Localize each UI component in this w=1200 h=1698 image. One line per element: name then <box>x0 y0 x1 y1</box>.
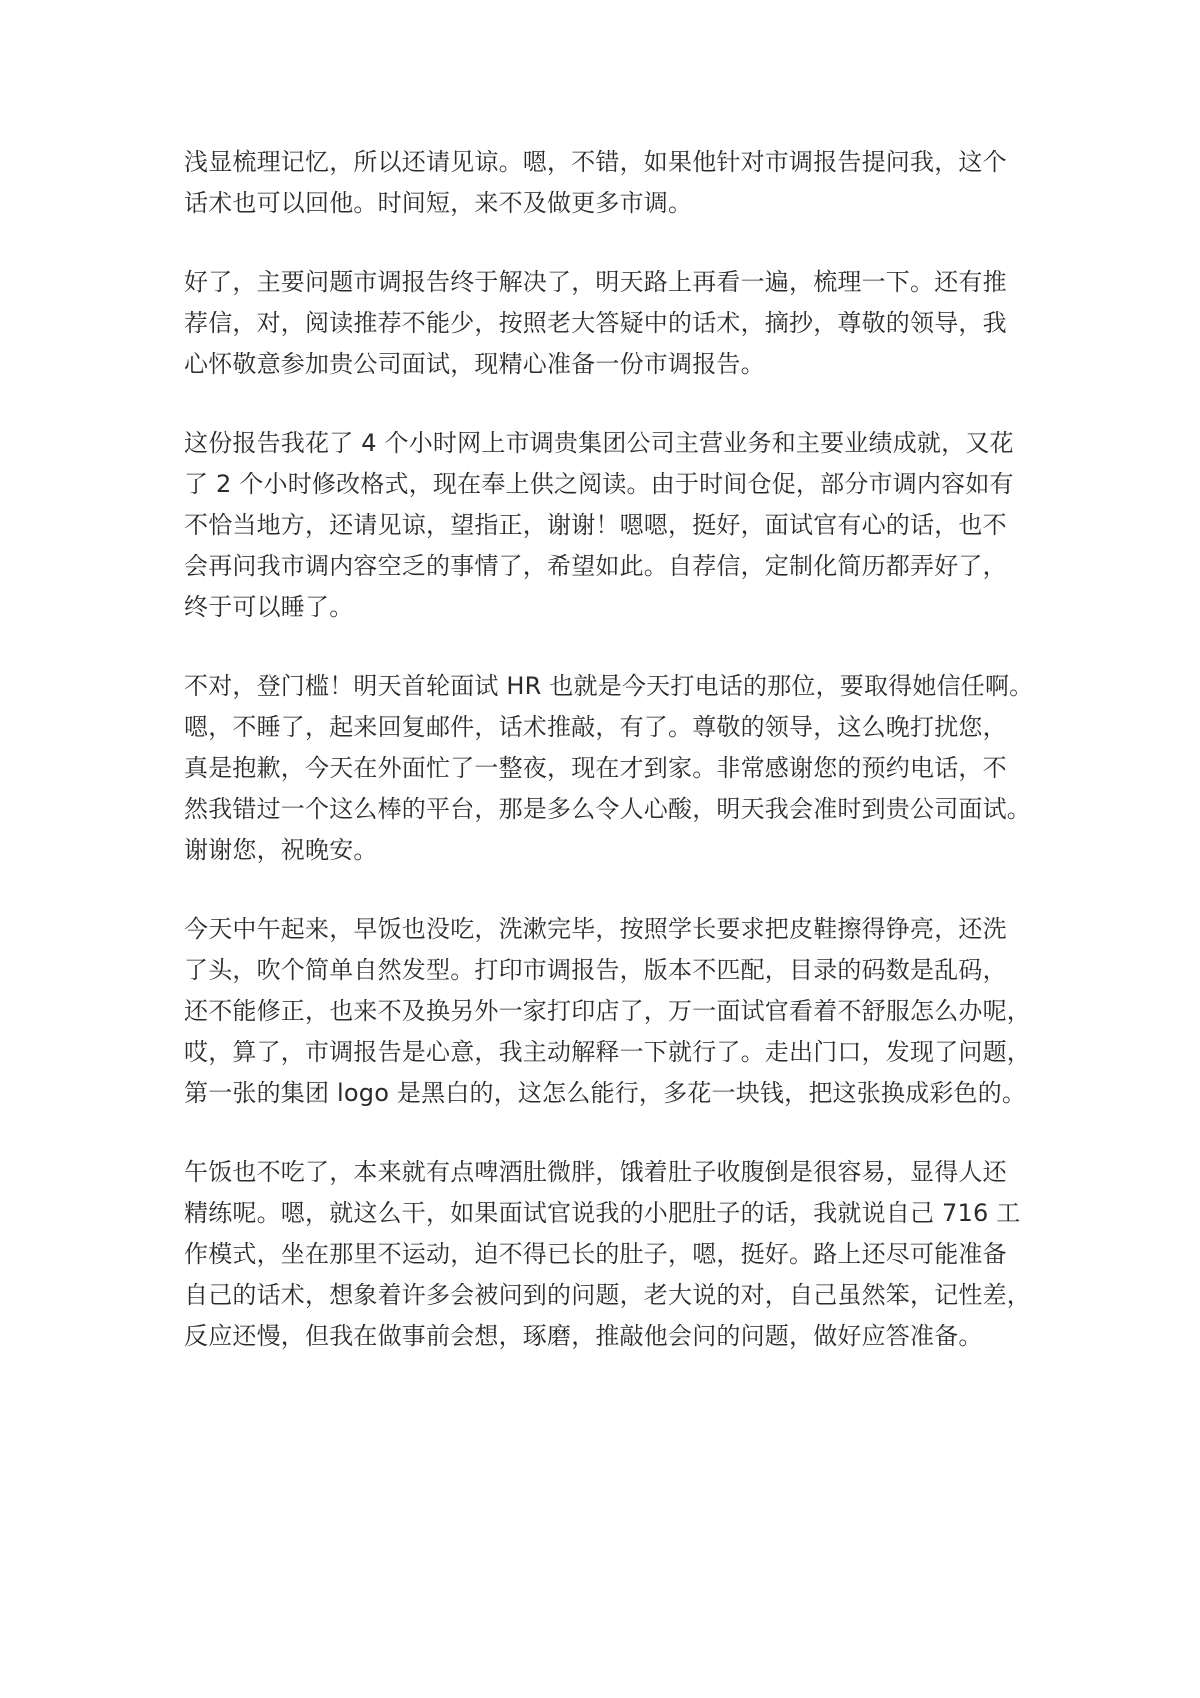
text-line: 真是抱歉，今天在外面忙了一整夜，现在才到家。非常感谢您的预约电话，不 <box>184 754 1007 782</box>
article-body <box>184 142 1044 1395</box>
text-line: 终于可以睡了。 <box>184 593 354 621</box>
paragraph-5 <box>184 909 1044 1114</box>
text-line: 作模式，坐在那里不运动，迫不得已长的肚子，嗯，挺好。路上还尽可能准备 <box>184 1240 1007 1268</box>
text-line: 第一张的集团 logo 是黑白的，这怎么能行，多花一块钱，把这张换成彩色的。 <box>184 1079 1027 1107</box>
text-line: 不对，登门槛！明天首轮面试 HR 也就是今天打电话的那位，要取得她信任啊。 <box>184 672 1034 700</box>
text-line: 心怀敬意参加贵公司面试，现精心准备一份市调报告。 <box>184 350 765 378</box>
text-line: 了 2 个小时修改格式，现在奉上供之阅读。由于时间仓促，部分市调内容如有 <box>184 470 1014 498</box>
text-line: 然我错过一个这么棒的平台，那是多么令人心酸，明天我会准时到贵公司面试。 <box>184 795 1031 823</box>
text-line: 荐信，对，阅读推荐不能少，按照老大答疑中的话术，摘抄，尊敬的领导，我 <box>184 309 1007 337</box>
text-line: 今天中午起来，早饭也没吃，洗漱完毕，按照学长要求把皮鞋擦得铮亮，还洗 <box>184 915 1007 943</box>
paragraph-3 <box>184 423 1044 628</box>
text-line: 这份报告我花了 4 个小时网上市调贵集团公司主营业务和主要业绩成就，又花 <box>184 429 1014 457</box>
text-line: 自己的话术，想象着许多会被问到的问题，老大说的对，自己虽然笨，记性差， <box>184 1281 1031 1309</box>
paragraph-4 <box>184 666 1044 871</box>
text-line: 午饭也不吃了，本来就有点啤酒肚微胖，饿着肚子收腹倒是很容易，显得人还 <box>184 1158 1007 1186</box>
text-line: 精练呢。嗯，就这么干，如果面试官说我的小肥肚子的话，我就说自己 716 工 <box>184 1199 1021 1227</box>
paragraph-1 <box>184 142 1044 224</box>
text-line: 谢谢您，祝晚安。 <box>184 836 378 864</box>
text-line: 还不能修正，也来不及换另外一家打印店了，万一面试官看着不舒服怎么办呢， <box>184 997 1031 1025</box>
paragraph-2 <box>184 262 1044 385</box>
text-line: 了头，吹个简单自然发型。打印市调报告，版本不匹配，目录的码数是乱码， <box>184 956 1007 984</box>
text-line: 会再问我市调内容空乏的事情了，希望如此。自荐信，定制化简历都弄好了， <box>184 552 1007 580</box>
paragraph-6 <box>184 1152 1044 1357</box>
text-line: 反应还慢，但我在做事前会想，琢磨，推敲他会问的问题，做好应答准备。 <box>184 1322 983 1350</box>
text-line: 浅显梳理记忆，所以还请见谅。嗯，不错，如果他针对市调报告提问我，这个 <box>184 148 1007 176</box>
text-line: 话术也可以回他。时间短，来不及做更多市调。 <box>184 189 693 217</box>
text-line: 哎，算了，市调报告是心意，我主动解释一下就行了。走出门口，发现了问题， <box>184 1038 1031 1066</box>
text-line: 好了，主要问题市调报告终于解决了，明天路上再看一遍，梳理一下。还有推 <box>184 268 1007 296</box>
text-line: 不恰当地方，还请见谅，望指正，谢谢！嗯嗯，挺好，面试官有心的话，也不 <box>184 511 1007 539</box>
text-line: 嗯，不睡了，起来回复邮件，话术推敲，有了。尊敬的领导，这么晚打扰您， <box>184 713 1007 741</box>
